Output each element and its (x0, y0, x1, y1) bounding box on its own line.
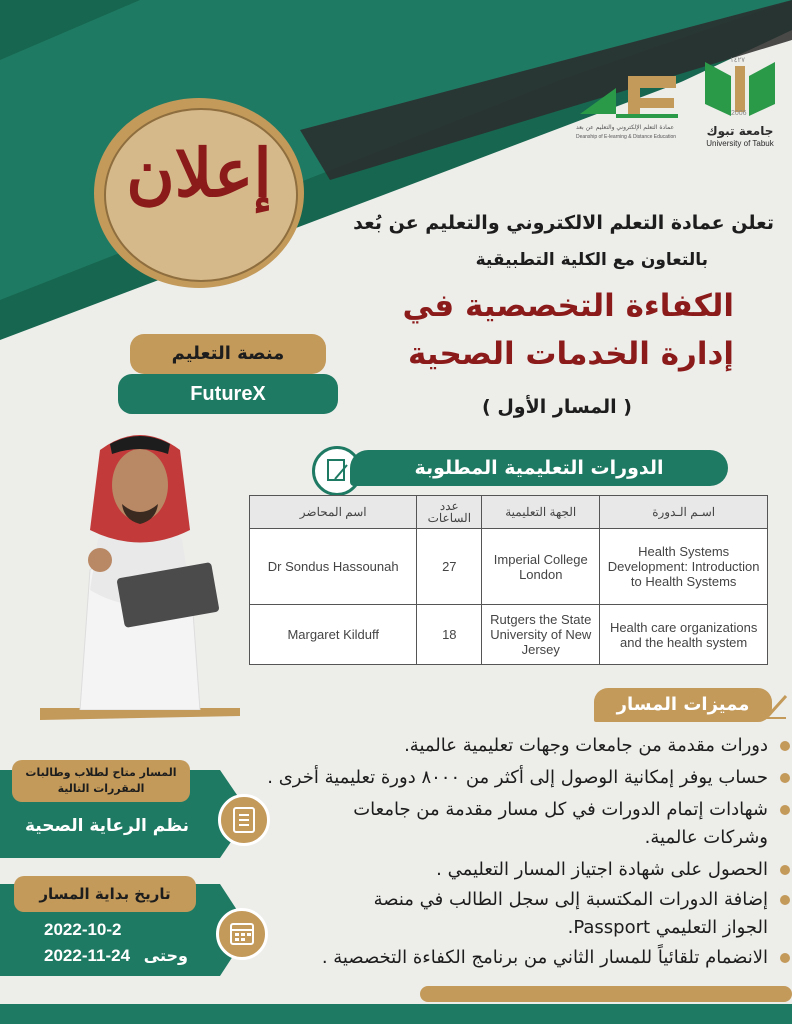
bottom-gold-bar (420, 986, 792, 1002)
deanship-name-ar: عمادة التعلم الإلكتروني والتعليم عن بعد (575, 124, 675, 131)
calendar-icon (219, 911, 265, 957)
eligibility-icon-badge (218, 794, 270, 846)
feature-item-4: الحصول على شهادة اجتياز المسار التعليمي . (436, 859, 768, 880)
header-lecturer: اسم المحاضر (250, 496, 417, 529)
feature-bullet (780, 895, 790, 905)
courses-table (249, 495, 768, 665)
cell-lecturer: Dr Sondus Hassounah (250, 529, 417, 605)
university-year-ar: ١٤٢٧ (730, 57, 746, 64)
university-year-en: 2006 (731, 110, 747, 117)
cell-hours: 18 (417, 605, 482, 665)
cell-lecturer: Margaret Kilduff (250, 605, 417, 665)
pen-icon (764, 690, 790, 720)
eligibility-course: نظم الرعاية الصحية (24, 816, 190, 836)
calendar-icon-badge (216, 908, 268, 960)
header-institution: الجهة التعليمية (482, 496, 600, 529)
program-title-1: الكفاءة التخصصية في (402, 288, 734, 324)
deanship-logo (576, 68, 680, 120)
start-label: تاريخ بداية المسار (14, 876, 196, 912)
feature-bullet (780, 741, 790, 751)
feature-item-1: دورات مقدمة من جامعات وجهات تعليمية عالمية. (404, 735, 768, 756)
feature-item-5: إضافة الدورات المكتسبة إلى سجل الطالب في منصة (373, 889, 768, 910)
platform-label: منصة التعليم (130, 334, 326, 374)
cell-course: Health care organizations and the health system (600, 605, 768, 665)
eligibility-label (12, 760, 190, 802)
deanship-name-en: Deanship of E-learning & Distance Education (575, 134, 677, 140)
feature-item-3: شهادات إتمام الدورات في كل مسار مقدمة من جامعات (353, 799, 768, 820)
features-title: مميزات المسار (594, 688, 772, 722)
table-row (250, 529, 768, 605)
cell-institution: Imperial College London (482, 529, 600, 605)
start-to-prefix: وحتى (143, 946, 188, 965)
cell-institution: Rutgers the State University of New Jersey (482, 605, 600, 665)
cell-course: Health Systems Development: Introduction to Health Systems (600, 529, 768, 605)
badge-text: إعلان (126, 134, 272, 212)
feature-item-3-cont: وشركات عالمية. (644, 827, 768, 848)
table-row (250, 605, 768, 665)
program-track: ( المسار الأول ) (482, 396, 632, 418)
cell-hours: 27 (417, 529, 482, 605)
eligibility-label-line1: المسار متاح لطلاب وطالبات (25, 766, 177, 779)
person-illustration (40, 420, 240, 710)
feature-item-5-cont: الجواز التعليمي Passport. (567, 917, 768, 938)
checklist-icon (221, 797, 267, 843)
header-hours-line1: عدد (439, 499, 459, 513)
program-title-2: إدارة الخدمات الصحية (408, 336, 734, 372)
feature-item-6: الانضمام تلقائياً للمسار الثاني من برنامج الكفاءة التخصصية . (321, 947, 768, 968)
header-hours (417, 496, 482, 529)
courses-section-title: الدورات التعليمية المطلوبة (350, 450, 728, 486)
feature-bullet (780, 865, 790, 875)
start-to-date: 2022-11-24 (44, 946, 131, 965)
feature-bullet (780, 773, 790, 783)
feature-bullet (780, 805, 790, 815)
intro-line-1: تعلن عمادة التعلم الالكتروني والتعليم عن بُعد (353, 212, 774, 234)
header-hours-line2: الساعات (427, 511, 472, 525)
intro-line-2: بالتعاون مع الكلية التطبيقية (475, 250, 708, 270)
header-course: اسـم الـدورة (600, 496, 768, 529)
feature-item-2: حساب يوفر إمكانية الوصول إلى أكثر من ٨٠٠٠ دورة تعليمية أخرى . (267, 767, 768, 788)
eligibility-label-line2: المقررات التالية (57, 782, 145, 795)
platform-name: FutureX (118, 374, 338, 414)
start-from-date: 2022-10-2 (44, 920, 122, 939)
feature-bullet (780, 953, 790, 963)
university-name-en: University of Tabuk (706, 139, 774, 148)
table-header-row (250, 496, 768, 529)
bottom-bar (0, 1004, 792, 1024)
university-name-ar: جامعة تبوك (706, 124, 774, 138)
